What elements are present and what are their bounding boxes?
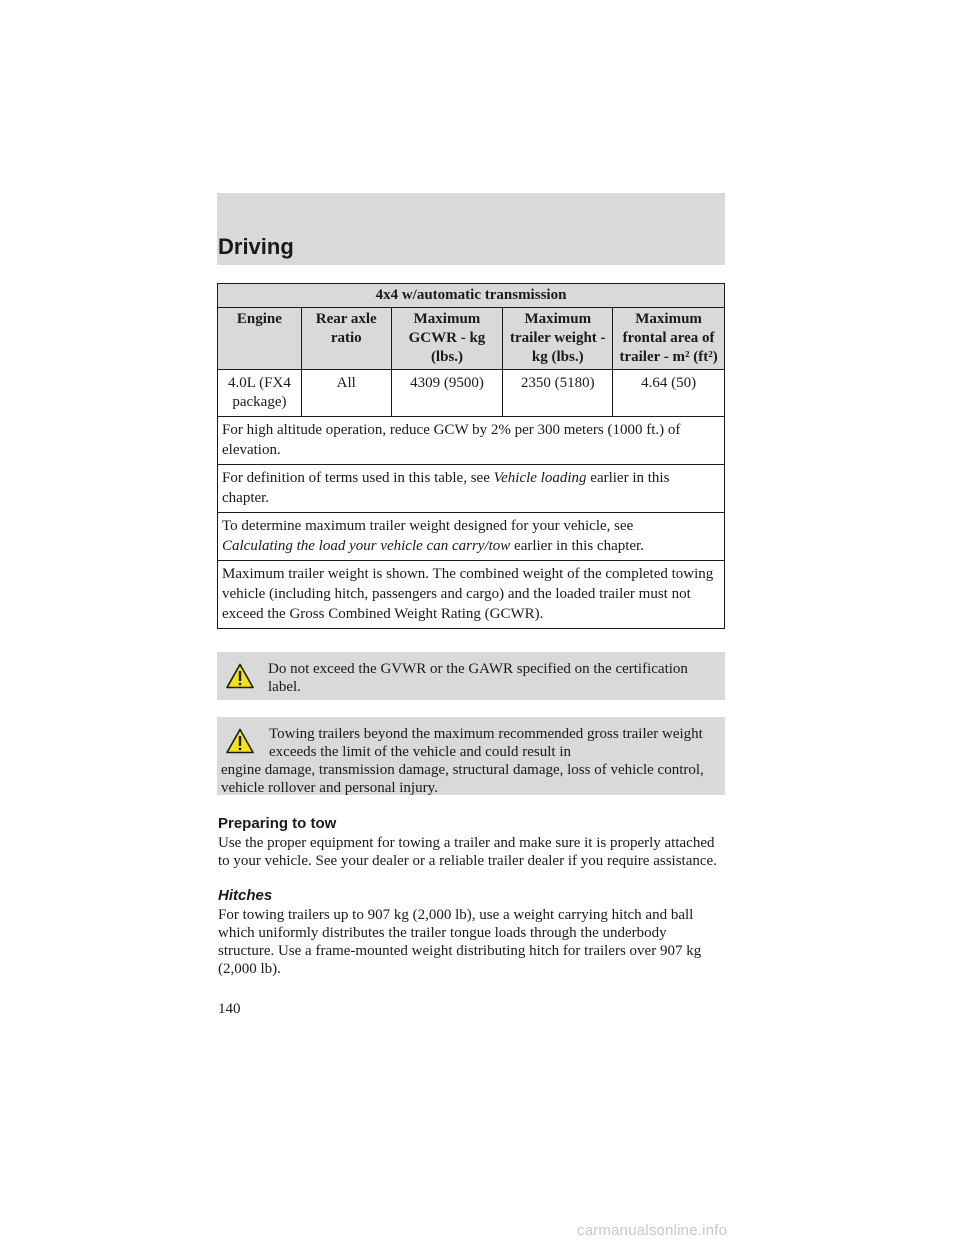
table-caption-row <box>218 284 725 308</box>
note-altitude: For high altitude operation, reduce GCW by 2% per 300 meters (1000 ft.) of elevation. <box>218 417 725 465</box>
note-determine-suffix: earlier in this chapter. <box>514 538 644 554</box>
table-header-row <box>218 308 725 370</box>
calculating-load-reference: Calculating the load your vehicle can carry/tow <box>222 538 511 554</box>
towing-spec-table <box>217 283 725 629</box>
table-note-row <box>218 465 725 513</box>
col-header-engine: Engine <box>218 308 302 370</box>
cell-engine: 4.0L (FX4 package) <box>218 370 302 417</box>
warning-triangle-icon <box>226 728 254 754</box>
page-number: 140 <box>218 1001 241 1017</box>
table-note-row <box>218 417 725 465</box>
warning-box-gvwr <box>217 652 725 700</box>
cell-max-frontal-area: 4.64 (50) <box>613 370 725 417</box>
table-row <box>218 370 725 417</box>
note-max-weight: Maximum trailer weight is shown. The combined weight of the completed towing vehicle (including hitch, passengers and cargo) and the loaded trailer must not exceed the Gross Combined Weight Rating (GCWR). <box>218 561 725 629</box>
vehicle-loading-reference: Vehicle loading <box>493 470 587 486</box>
preparing-to-tow-heading: Preparing to tow <box>218 815 337 832</box>
col-header-rear-axle-ratio: Rear axle ratio <box>301 308 391 370</box>
col-header-max-frontal-area: Maximum frontal area of trailer - m² (ft²) <box>613 308 725 370</box>
note-determine-prefix: To determine maximum trailer weight designed for your vehicle, see <box>222 518 634 534</box>
hitches-text: For towing trailers up to 907 kg (2,000 lb), use a weight carrying hitch and ball which uniformly distributes the trailer tongue loads through the underbody structure. Use a frame-mounted weight distributing hitch for trailers over 907 kg (2,000 lb). <box>218 907 702 977</box>
cell-max-gcwr: 4309 (9500) <box>391 370 503 417</box>
preparing-to-tow-text: Use the proper equipment for towing a trailer and make sure it is properly attached to your vehicle. See your dealer or a reliable trailer dealer if you require assistance. <box>218 835 717 869</box>
table-note-row <box>218 513 725 561</box>
warning-box-overweight <box>217 717 725 795</box>
note-definition <box>218 465 725 513</box>
table-note-row <box>218 561 725 629</box>
section-title: Driving <box>218 234 294 259</box>
table-caption: 4x4 w/automatic transmission <box>218 284 725 308</box>
warning-text-lead: Towing trailers beyond the maximum recommended gross trailer weight exceeds the limit of the vehicle and could result in <box>269 726 703 760</box>
hitches-heading: Hitches <box>218 887 273 904</box>
note-definition-suffix: earlier in this chapter. <box>222 470 670 506</box>
note-determine <box>218 513 725 561</box>
cell-max-trailer-weight: 2350 (5180) <box>503 370 613 417</box>
col-header-max-gcwr: Maximum GCWR - kg (lbs.) <box>391 308 503 370</box>
warning-triangle-icon <box>226 663 254 689</box>
warning-text: Do not exceed the GVWR or the GAWR specified on the certification label. <box>268 661 688 695</box>
watermark: carmanualsonline.info <box>577 1222 728 1239</box>
col-header-max-trailer-weight: Maximum trailer weight - kg (lbs.) <box>503 308 613 370</box>
note-definition-prefix: For definition of terms used in this table, see <box>222 470 490 486</box>
cell-rear-axle-ratio: All <box>301 370 391 417</box>
warning-text-rest: engine damage, transmission damage, structural damage, loss of vehicle control, vehicle rollover and personal injury. <box>221 762 704 796</box>
